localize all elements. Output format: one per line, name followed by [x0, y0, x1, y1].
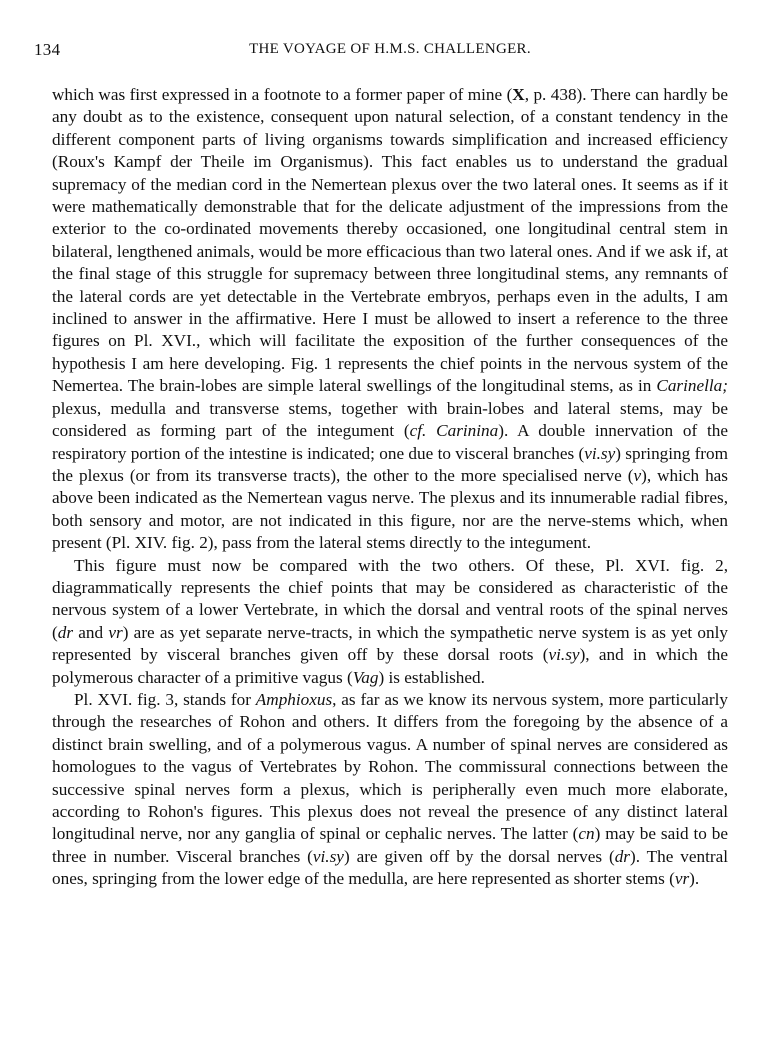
bold-term: X: [512, 85, 525, 104]
italic-term: cf. Carinina: [409, 421, 499, 441]
running-title: THE VOYAGE OF H.M.S. CHALLENGER.: [249, 41, 531, 57]
text-run: ) are given off by the dorsal nerves (: [343, 846, 615, 866]
italic-term: cn: [578, 824, 595, 844]
italic-term: dr: [57, 622, 74, 642]
paragraph-2: [52, 555, 728, 689]
text-run: and: [73, 622, 109, 642]
italic-term: vr: [108, 622, 123, 642]
italic-term: Vag: [352, 667, 379, 687]
italic-term: v: [633, 465, 642, 485]
text-run: plexus, medulla and transverse stems, together with brain-lobes and lateral stems, may be considered as forming part of the integument (: [52, 398, 728, 441]
text-run: ).: [689, 869, 700, 889]
italic-term: vi.sy: [584, 443, 616, 463]
text-run: ). The ventral ones, springing from the lower edge of the medulla, are here represented as shorter stems (: [52, 846, 728, 889]
text-run: , p. 438). There can hardly be any doubt as to the existence, consequent upon natural selection, of a constant tendency in the different component parts of living organisms towards simplification and increased efficiency (Roux's Kampf der Theile im Organismus). This fact enables us to understand the gradual supremacy of the median cord in the Nemertean plexus over the two lateral ones. It seems as if it were mathematically demonstrable that for the delicate adjustment of the impressions from the exterior to the co-ordinated movements thereby occasioned, one longitudinal central stem in bilateral, lengthened animals, would be more efficacious than two lateral ones. And if we ask if, at the final stage of this struggle for supremacy between three longitudinal stems, any remnants of the lateral cords are yet detectable in the Vertebrate embryos, perhaps even in the adults, I am inclined to answer in the affirmative. Here I must be allowed to insert a reference to the three figures on Pl. XVI., which will facilitate the exposition of the further consequences of the hypothesis I am here developing. Fig. 1 represents the chief points in the nervous system of the Nemertea. The brain-lobes are simple lateral swellings of the longitudinal stems, as in: [52, 85, 728, 396]
text-run: which was first expressed in a footnote to a former paper of mine (: [52, 85, 513, 104]
paragraph-1: [52, 84, 728, 555]
paragraph-3: [52, 689, 728, 891]
body-text: [52, 84, 728, 891]
text-run: ) is established.: [378, 667, 485, 687]
text-run: ), which has above been indicated as the Nemertean vagus nerve. The plexus and its innumerable radial fibres, both sensory and motor, are not indicated in this figure, nor are the nerve-stems which, when present (Pl. XIV. fig. 2), pass from the lateral stems directly to the integument.: [52, 465, 728, 553]
italic-term: vi.sy: [548, 645, 580, 665]
text-run: , as far as we know its nervous system, more particularly through the researches of Rohon and others. It differs from the foregoing by the absence of a distinct brain swelling, and of a polymerous vagus. A number of spinal nerves are considered as homologues to the vagus of Vertebrates by Rohon. The commissural connections between the successive spinal nerves form a plexus, which is peripherally even much more elaborate, according to Rohon's figures. This plexus does not reveal the presence of any distinct lateral longitudinal nerve, nor any ganglia of spinal or cephalic nerves. The latter (: [52, 689, 728, 844]
page-header: [34, 40, 728, 64]
italic-term: Carinella;: [656, 376, 728, 396]
text-run: This figure must now be compared with the two others. Of these, Pl. XVI. fig. 2, diagrammatically represents the chief points that may be considered as characteristic of the nervous system of a lower Vertebrate, in which the dorsal and ventral roots of the spinal nerves (: [52, 555, 728, 642]
text-run: Pl. XVI. fig. 3, stands for: [74, 689, 256, 709]
text-run: ) are as yet separate nerve-tracts, in which the sympathetic nerve system is as yet only represented by visceral branches given off by these dorsal roots (: [52, 622, 728, 665]
italic-term: Amphioxus: [255, 689, 333, 709]
text-run: ). A double innervation of the respiratory portion of the intestine is indicated; one due to visceral branches (: [52, 421, 728, 463]
text-run: ), and in which the polymerous character of a primitive vagus (: [52, 645, 729, 687]
italic-term: dr: [614, 846, 630, 866]
italic-term: vi.sy: [312, 846, 344, 866]
page-number: 134: [34, 40, 61, 59]
text-run: ) may be said to be three in number. Visceral branches (: [52, 824, 728, 866]
book-page: [34, 40, 729, 891]
text-run: ) springing from the plexus (or from its transverse tracts), the other to the more specialised nerve (: [52, 443, 728, 485]
italic-term: vr: [674, 869, 690, 889]
